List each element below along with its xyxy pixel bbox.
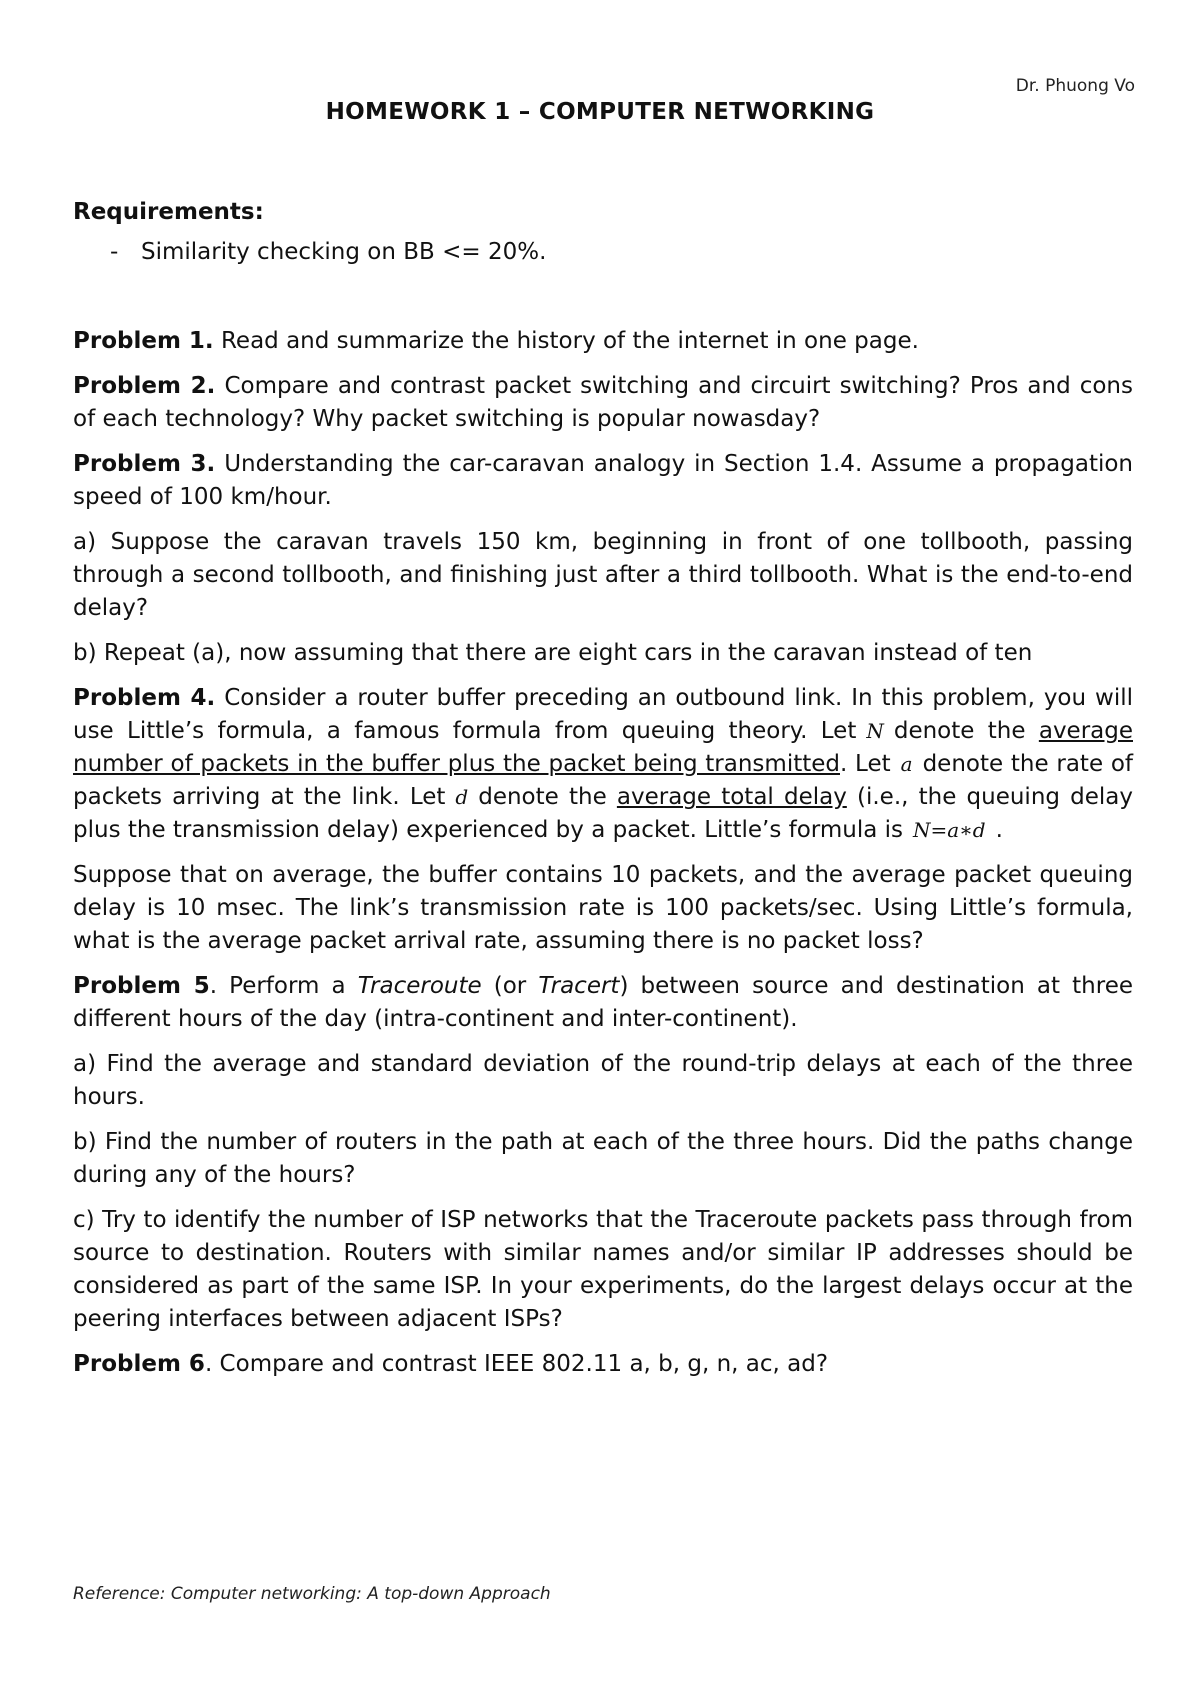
problem-5-text-3: ) between source and destination at three different hours of the day (intra-continent and inter-continent).: [73, 973, 1134, 1032]
document-body: [73, 196, 1133, 1393]
requirements-heading: Requirements:: [73, 199, 264, 225]
problem-4-text-4: denote the rate of packets arriving at the link. Let: [73, 751, 1133, 810]
problem-2-text: Compare and contrast packet switching and circuirt switching? Pros and cons of each technology? Why packet switching is popular nowasday?: [73, 373, 1133, 432]
problem-4-text-1: Consider a router buffer preceding an outbound link. In this problem, you will use Little’s formula, a famous formula from queuing theory. Let: [73, 685, 1133, 744]
problem-3-label: Problem 3.: [73, 451, 216, 477]
page-title: HOMEWORK 1 – COMPUTER NETWORKING: [325, 99, 875, 125]
problem-3: [73, 448, 1133, 514]
problem-2: [73, 370, 1133, 436]
problem-4-underline-1: average number of packets in the buffer plus the packet being transmitted: [73, 718, 1133, 777]
problem-4: [73, 682, 1133, 847]
problem-6-text: . Compare and contrast IEEE 802.11 a, b, g, n, ac, ad?: [204, 1351, 829, 1377]
reference-footer: Reference: Computer networking: A top-down Approach: [73, 1584, 551, 1604]
problem-5-part-a: a) Find the average and standard deviation of the round-trip delays at each of the three hours.: [73, 1051, 1133, 1110]
problem-5-label: Problem 5: [73, 973, 210, 999]
problem-4-text-3: . Let: [840, 751, 891, 777]
problem-2-label: Problem 2.: [73, 373, 216, 399]
problem-6-label: Problem 6: [73, 1351, 205, 1377]
requirement-text: Similarity checking on BB <= 20%.: [141, 239, 547, 265]
problem-1-text: Read and summarize the history of the internet in one page.: [213, 328, 919, 354]
requirements-list-item: [73, 236, 1133, 269]
problem-4-text-2: denote the: [893, 718, 1039, 744]
problem-5-italic-2: Tracert: [538, 973, 620, 999]
problem-5-text-1: . Perform a: [209, 973, 358, 999]
problem-1-label: Problem 1.: [73, 328, 214, 354]
problem-3-part-a: a) Suppose the caravan travels 150 km, beginning in front of one tollbooth, passing through a second tollbooth, and finishing just after a third tollbooth. What is the end-to-end delay?: [73, 529, 1133, 621]
author-header: Dr. Phuong Vo: [1015, 76, 1135, 96]
problem-4-paragraph-2: Suppose that on average, the buffer contains 10 packets, and the average packet queuing delay is 10 msec. The link’s transmission rate is 100 packets/sec. Using Little’s formula, what is the average packet arrival rate, assuming there is no packet loss?: [73, 862, 1133, 954]
problem-5: [73, 970, 1133, 1036]
problem-3-part-b: b) Repeat (a), now assuming that there are eight cars in the caravan instead of ten: [73, 640, 1033, 666]
littles-formula: N=a∗d: [913, 818, 986, 842]
problem-5-text-2: (or: [481, 973, 539, 999]
problem-4-text-5: denote the: [478, 784, 617, 810]
symbol-a: a: [900, 752, 913, 776]
problem-6: [73, 1348, 1133, 1381]
bullet-mark: -: [110, 239, 119, 265]
problem-5-part-c: c) Try to identify the number of ISP networks that the Traceroute packets pass through from source to destination. Routers with similar names and/or similar IP addresses should be considered as part of the same ISP. In your experiments, do the largest delays occur at the peering interfaces between adjacent ISPs?: [73, 1207, 1133, 1332]
problem-5-part-b: b) Find the number of routers in the path at each of the three hours. Did the paths change during any of the hours?: [73, 1129, 1133, 1188]
problem-4-underline-2: average total delay: [616, 784, 847, 810]
problem-1: [73, 325, 1133, 358]
problem-5-italic-1: Traceroute: [357, 973, 482, 999]
problem-4-text-7: .: [995, 817, 1003, 843]
problem-4-text-6: (i.e., the queuing delay plus the transmission delay) experienced by a packet. Little’s formula is: [73, 784, 1134, 843]
problem-3-text: Understanding the car-caravan analogy in Section 1.4. Assume a propagation speed of 100 km/hour.: [73, 451, 1133, 510]
problem-4-label: Problem 4.: [73, 685, 216, 711]
symbol-n: N: [866, 719, 884, 743]
symbol-d: d: [455, 785, 469, 809]
